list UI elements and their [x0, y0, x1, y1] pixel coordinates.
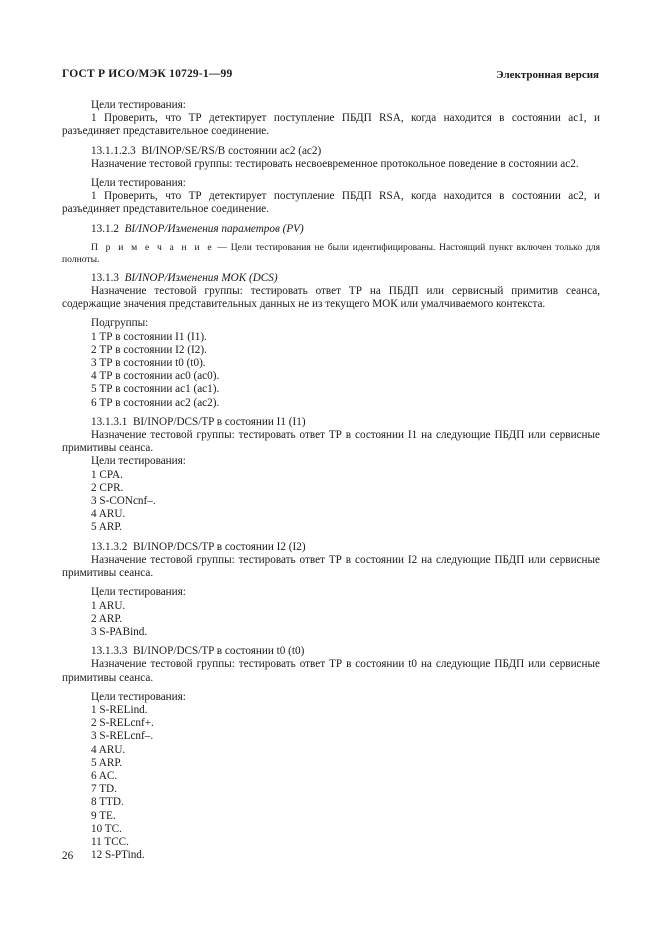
list-item: 4 ARU.	[91, 508, 126, 521]
section-number: 13.1.1.2.3	[91, 144, 136, 157]
list-item: 5 ARP.	[91, 756, 123, 769]
list-item: 2 CPR.	[91, 481, 124, 494]
note-label: П р и м е ч а н и е	[91, 241, 214, 253]
list-item: 8 TTD.	[91, 796, 124, 809]
list-item: 7 TD.	[91, 783, 117, 796]
section-code: BI/INOP/DCS/TP в состоянии t0 (t0)	[132, 645, 305, 658]
test-goals-heading: Цели тестирования:	[91, 455, 186, 468]
list-item: 10 TC.	[91, 822, 122, 835]
list-item: 4 ARU.	[91, 743, 126, 756]
section-code: BI/INOP/DCS/TP в состоянии I2 (I2)	[132, 540, 306, 553]
section-number: 13.1.3.3	[91, 645, 128, 658]
list-item: 4 ТР в состоянии ас0 (ас0).	[91, 370, 220, 383]
section-title: BI/INOP/Изменения параметров (PV)	[124, 222, 304, 235]
section-heading	[62, 541, 600, 554]
list-item: 2 S-RELcnf+.	[91, 717, 154, 730]
test-goals-heading: Цели тестирования:	[91, 99, 186, 111]
group-purpose: Назначение тестовой группы: тестировать ответ ТР на ПБДП или сервисный примитив сеанса, содержащие значения представительных данных не из текущего МОК или умалчиваемого контекста.	[62, 285, 600, 311]
section-heading	[62, 416, 600, 429]
note-text: — Цели тестирования не были идентифицированы. Настоящий пункт включен только для полноты.	[62, 241, 600, 265]
list-item: 5 ТР в состоянии ас1 (ас1).	[91, 383, 220, 396]
list-item: 3 ТР в состоянии t0 (t0).	[91, 357, 206, 370]
list-item: 6 ТР в состоянии ас2 (ас2).	[91, 396, 220, 409]
section-heading	[62, 645, 600, 658]
list-item: 3 S-CONcnf–.	[91, 495, 156, 508]
group-purpose: Назначение тестовой группы: тестировать ответ ТР в состоянии t0 на следующие ПБДП или сервисные примитивы сеанса.	[62, 658, 600, 684]
list-item: 2 ТР в состоянии I2 (I2).	[91, 343, 207, 356]
group-purpose: Назначение тестовой группы: тестировать несвоевременное протокольное поведение в состоянии ас2.	[91, 157, 579, 170]
section-number: 13.1.2	[91, 222, 119, 235]
list-item: 2 ARP.	[91, 612, 123, 625]
test-goals-heading: Цели тестирования:	[91, 177, 186, 190]
note-paragraph	[62, 242, 600, 266]
list-item: 1 CPA.	[91, 468, 123, 481]
list-item: 1 ARU.	[91, 599, 126, 612]
test-goals-heading: Цели тестирования:	[91, 586, 186, 599]
section-title: BI/INOP/Изменения МОК (DCS)	[124, 271, 278, 284]
electronic-version-label: Электронная версия	[496, 69, 599, 81]
list-item: 1 ТР в состоянии I1 (I1).	[91, 330, 207, 343]
list-item: 3 S-PABind.	[91, 625, 148, 638]
section-heading	[62, 272, 600, 285]
list-item: 1 S-RELind.	[91, 703, 148, 716]
subgroups-heading: Подгруппы:	[91, 317, 149, 330]
test-goals-heading: Цели тестирования:	[91, 690, 186, 703]
list-item: 9 TE.	[91, 809, 116, 822]
section-heading	[62, 223, 600, 236]
test-goal-text: 1 Проверить, что ТР детектирует поступление ПБДП RSA, когда находится в состоянии ас2, и разъединяет представительное соединение.	[62, 190, 600, 216]
section-number: 13.1.3.1	[91, 415, 128, 428]
page-number: 26	[62, 850, 74, 862]
group-purpose: Назначение тестовой группы: тестировать ответ ТР в состоянии I2 на следующие ПБДП или сервисные примитивы сеанса.	[62, 553, 600, 580]
section-heading	[62, 145, 600, 158]
test-goal-text: 1 Проверить, что ТР детектирует поступление ПБДП RSA, когда находится в состоянии ас1, и разъединяет представительное соединение.	[62, 112, 600, 138]
list-item: 5 ARP.	[91, 521, 123, 534]
list-item: 3 S-RELcnf–.	[91, 730, 154, 743]
section-number: 13.1.3.2	[91, 540, 128, 553]
list-item: 6 AC.	[91, 769, 118, 782]
section-number: 13.1.3	[91, 271, 119, 284]
list-item: 12 S-PTind.	[91, 849, 145, 862]
page-body	[62, 99, 600, 862]
list-item: 11 TCC.	[91, 835, 129, 848]
section-code: BI/INOP/DCS/TP в состоянии I1 (I1)	[132, 415, 306, 428]
section-code: BI/INOP/SE/RS/B состоянии ас2 (ас2)	[141, 144, 322, 157]
document-standard-code: ГОСТ Р ИСО/МЭК 10729-1—99	[62, 68, 233, 80]
group-purpose: Назначение тестовой группы: тестировать ответ ТР в состоянии I1 на следующие ПБДП или сервисные примитивы сеанса.	[62, 429, 600, 455]
